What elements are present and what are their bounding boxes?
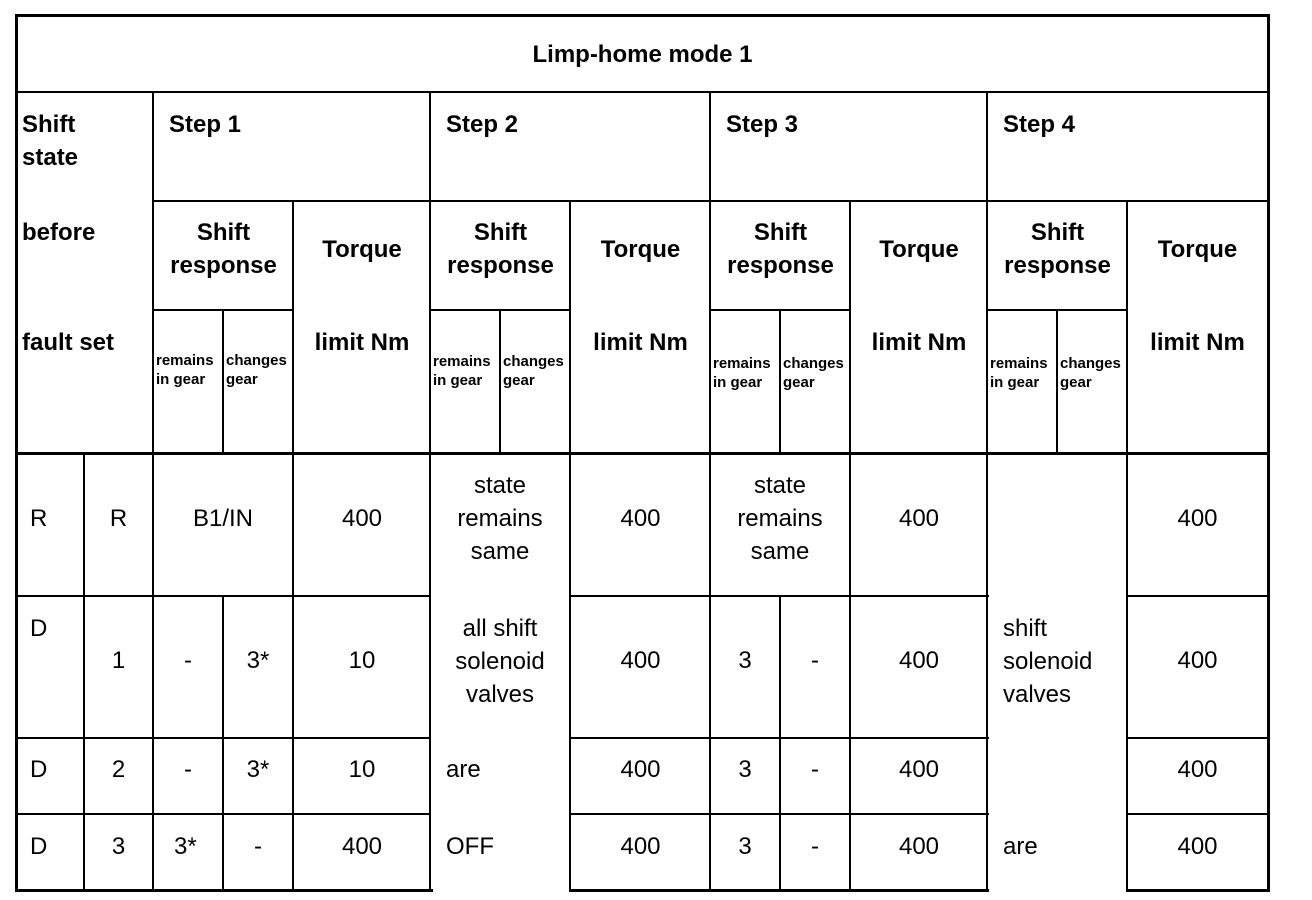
step4-merged-l4: are (1003, 833, 1038, 860)
header-step-4: Step 4 (1003, 111, 1076, 138)
header-changes-2 (503, 352, 569, 392)
header-torque-4: Torque (1157, 236, 1238, 263)
row2-state-a: D (30, 615, 48, 642)
header-changes-2-l1: changes (503, 353, 564, 370)
header-shift-response-1-l2: response (170, 252, 277, 279)
row4-step3-torque: 400 (898, 833, 940, 860)
row4-step1-torque: 400 (341, 833, 383, 860)
header-shift-response-3-l1: Shift (753, 219, 808, 246)
header-remains-4-l2: in gear (990, 374, 1040, 391)
col-line-850 (849, 201, 851, 892)
row3-step3-remains: 3 (738, 756, 752, 783)
step4-merged-l1: shift (1003, 615, 1048, 642)
rule-under-steps (153, 200, 1270, 202)
header-limit-3: limit Nm (871, 329, 967, 356)
rule-header-bottom (15, 452, 1270, 455)
border-bottom-right (1126, 889, 1270, 892)
header-before: before (22, 219, 96, 246)
row1-step1-torque: 400 (341, 505, 383, 532)
col-line-570 (569, 201, 571, 892)
step2-merged-l5: OFF (446, 833, 494, 860)
header-limit-1: limit Nm (314, 329, 410, 356)
row2-step1-remains: - (184, 647, 192, 674)
header-remains-3-l2: in gear (713, 374, 763, 391)
header-remains-1-l2: in gear (156, 371, 206, 388)
row1-state-a: R (30, 505, 48, 532)
row1-step3-l2: remains (737, 505, 823, 532)
header-changes-4-l1: changes (1060, 355, 1121, 372)
row3-state-a: D (30, 756, 48, 783)
header-changes-3-l1: changes (783, 355, 844, 372)
row4-state-b: 3 (111, 833, 126, 860)
row1-step3-l3: same (750, 538, 810, 565)
row3-state-b: 2 (111, 756, 126, 783)
row1-step4-torque: 400 (1177, 505, 1218, 532)
header-step-3: Step 3 (726, 111, 799, 138)
row4-step4-torque: 400 (1177, 833, 1218, 860)
step4-merged-l2: solenoid (1003, 648, 1093, 675)
header-shift-response-1-l1: Shift (196, 219, 251, 246)
rule-row3-c (1126, 813, 1270, 815)
step2-merged-response (431, 612, 569, 711)
row4-step2-torque: 400 (620, 833, 661, 860)
header-changes-1-l2: gear (226, 371, 258, 388)
header-limit-4: limit Nm (1150, 329, 1245, 356)
row2-step3-torque: 400 (898, 647, 940, 674)
table-title: Limp-home mode 1 (532, 40, 753, 68)
row1-state-b: R (109, 505, 128, 532)
header-shift-response-2 (431, 216, 570, 282)
row3-step2-torque: 400 (620, 756, 661, 783)
header-shift-state (22, 108, 152, 178)
col-line-500-hdr (499, 310, 501, 454)
row2-step3-changes: - (811, 647, 819, 674)
row3-step1-remains: - (184, 756, 192, 783)
header-shift-state-line2: state (22, 144, 79, 171)
header-remains-4 (990, 354, 1056, 394)
header-remains-2-l1: remains (433, 353, 491, 370)
row4-step3-remains: 3 (738, 833, 752, 860)
header-remains-1-l1: remains (156, 352, 214, 369)
header-shift-state-line1: Shift (22, 111, 76, 138)
rule-row1-c (1126, 595, 1270, 597)
row3-step1-torque: 10 (348, 756, 376, 783)
row3-step3-changes: - (811, 756, 819, 783)
row2-state-b: 1 (111, 647, 126, 674)
header-changes-4 (1060, 354, 1126, 394)
header-changes-1-l1: changes (226, 352, 287, 369)
step2-merged-l3: valves (465, 681, 535, 708)
col-line-1057-hdr (1056, 310, 1058, 454)
col-line-1127 (1126, 201, 1128, 892)
col-line-293 (292, 201, 294, 892)
row1-step2-l3: same (470, 538, 530, 565)
header-shift-response-1 (154, 216, 293, 282)
col-line-780-hdr (779, 310, 781, 454)
header-remains-3-l1: remains (713, 355, 771, 372)
step2-merged-l2: solenoid (455, 648, 545, 675)
header-changes-3-l2: gear (783, 374, 815, 391)
row1-step3-response (711, 469, 849, 568)
header-shift-response-4-l2: response (1004, 252, 1111, 279)
header-shift-response-4-l1: Shift (1030, 219, 1085, 246)
header-torque-2: Torque (600, 236, 681, 263)
rule-under-title (15, 91, 1270, 93)
row1-step1-response: B1/IN (192, 505, 254, 532)
rule-row2-c (1126, 737, 1270, 739)
row3-step3-torque: 400 (898, 756, 940, 783)
header-shift-response-3-l2: response (727, 252, 834, 279)
row4-state-a: D (30, 833, 48, 860)
header-shift-response-2-l2: response (447, 252, 554, 279)
header-remains-4-l1: remains (990, 355, 1048, 372)
header-shift-response-3 (711, 216, 850, 282)
step2-merged-l4: are (446, 756, 481, 783)
header-step-1: Step 1 (169, 111, 242, 138)
row2-step2-torque: 400 (620, 647, 661, 674)
col-line-223-hdr (222, 310, 224, 454)
header-shift-response-2-l1: Shift (473, 219, 528, 246)
step2-merged-l1: all shift (462, 615, 538, 642)
row3-step4-torque: 400 (1177, 756, 1218, 783)
row4-step3-changes: - (811, 833, 819, 860)
header-torque-3: Torque (879, 236, 959, 263)
row2-step1-torque: 10 (348, 647, 376, 674)
row1-step2-response (431, 469, 569, 568)
row1-step2-torque: 400 (620, 505, 661, 532)
row2-step1-changes: 3* (246, 647, 270, 674)
border-bottom-left (15, 889, 433, 892)
row1-step3-torque: 400 (898, 505, 940, 532)
row1-step2-l1: state (473, 472, 527, 499)
row3-step1-changes: 3* (246, 756, 270, 783)
step4-merged-l3: valves (1003, 681, 1072, 708)
header-fault-set: fault set (22, 329, 115, 356)
row2-step4-torque: 400 (1177, 647, 1218, 674)
header-remains-3 (713, 354, 779, 394)
header-remains-1 (156, 351, 222, 391)
header-changes-2-l2: gear (503, 372, 535, 389)
header-torque-1: Torque (322, 236, 402, 263)
row4-step1-changes: - (254, 833, 262, 860)
row1-step2-l2: remains (457, 505, 543, 532)
header-shift-response-4 (988, 216, 1127, 282)
row4-step1-remains: 3* (174, 833, 197, 860)
header-changes-1 (226, 351, 292, 391)
step4-merged-response (1003, 612, 1123, 711)
header-remains-2-l2: in gear (433, 372, 483, 389)
row1-step3-l1: state (753, 472, 807, 499)
header-changes-4-l2: gear (1060, 374, 1092, 391)
header-limit-2: limit Nm (593, 329, 688, 356)
header-changes-3 (783, 354, 849, 394)
header-step-2: Step 2 (446, 111, 519, 138)
header-remains-2 (433, 352, 499, 392)
row2-step3-remains: 3 (738, 647, 752, 674)
